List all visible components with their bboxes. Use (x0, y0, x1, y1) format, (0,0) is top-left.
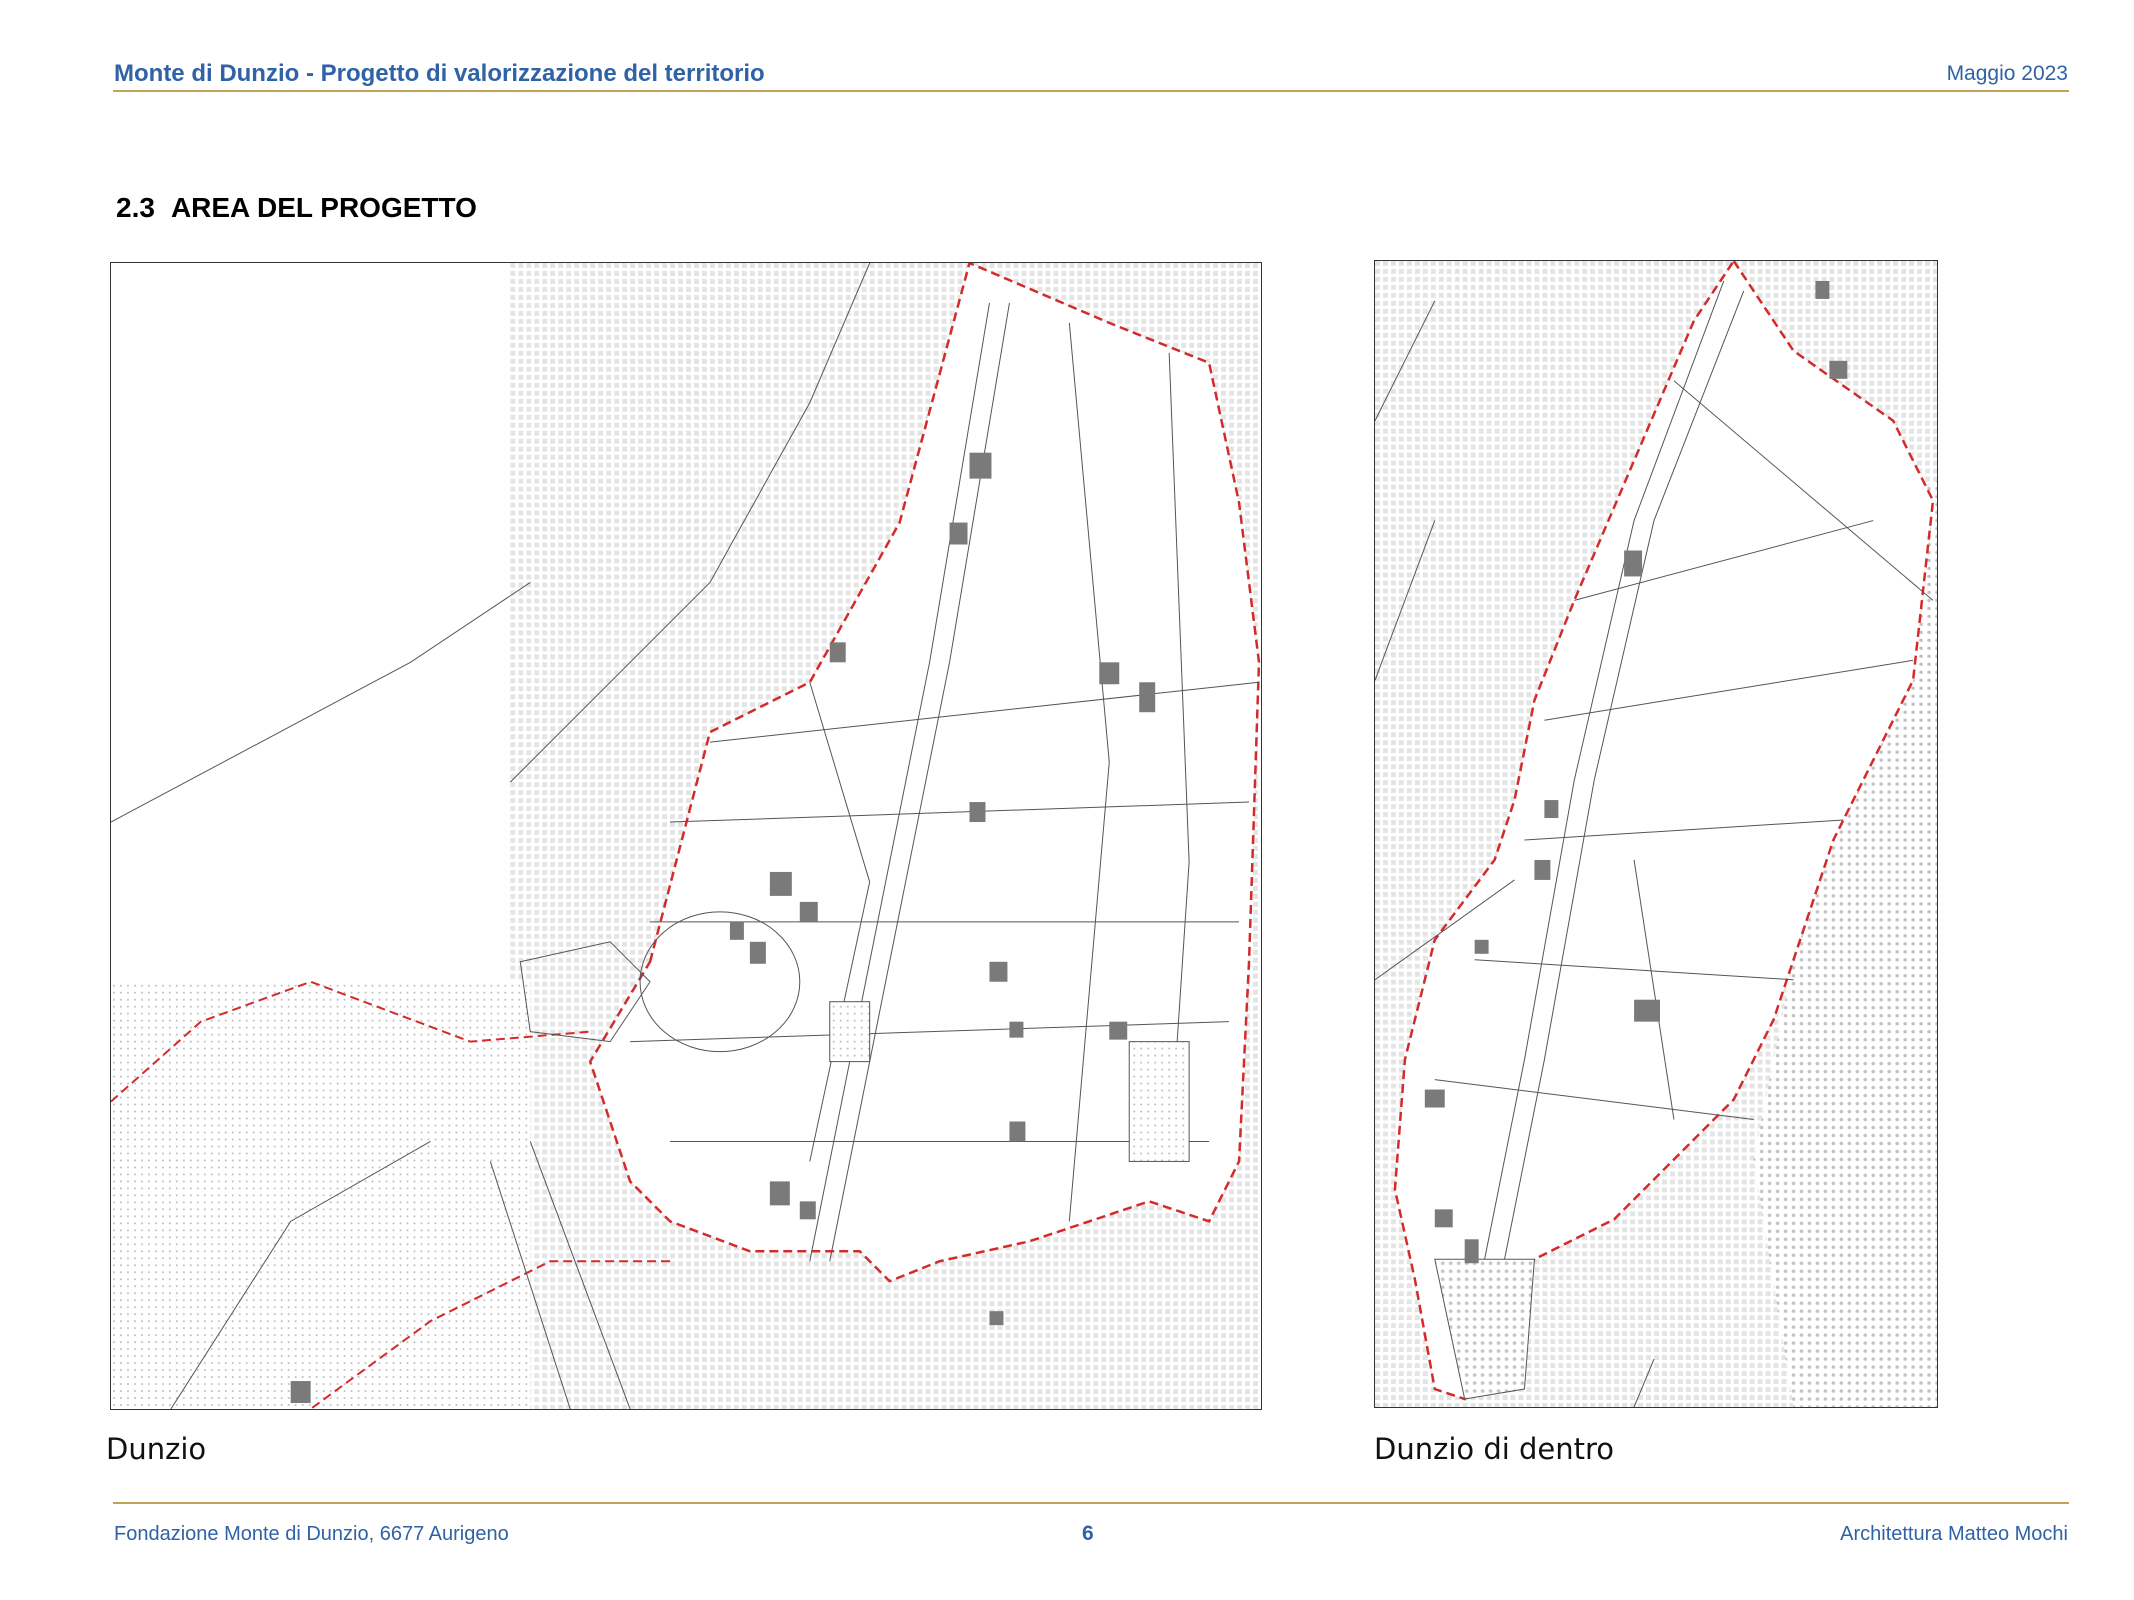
figure-caption-dunzio-di-dentro: Dunzio di dentro (1374, 1432, 1615, 1466)
footer-divider (113, 1502, 2069, 1504)
document-date: Maggio 2023 (1946, 62, 2068, 85)
dunzio-di-dentro-map-image (1374, 260, 1938, 1408)
footer-organization: Fondazione Monte di Dunzio, 6677 Aurigeno (114, 1523, 509, 1545)
footer-author: Architettura Matteo Mochi (1840, 1523, 2068, 1545)
header-divider (113, 90, 2069, 92)
section-heading (116, 192, 477, 224)
page-number: 6 (1082, 1522, 1094, 1545)
section-number: 2.3 (116, 192, 155, 223)
section-title: AREA DEL PROGETTO (170, 192, 477, 223)
figure-caption-dunzio: Dunzio (106, 1432, 207, 1466)
dunzio-map-image (110, 262, 1262, 1410)
dunzio-map-drawing (111, 263, 1261, 1409)
dunzio-di-dentro-map-drawing (1375, 261, 1937, 1407)
document-title: Monte di Dunzio - Progetto di valorizzazione del territorio (114, 60, 765, 87)
